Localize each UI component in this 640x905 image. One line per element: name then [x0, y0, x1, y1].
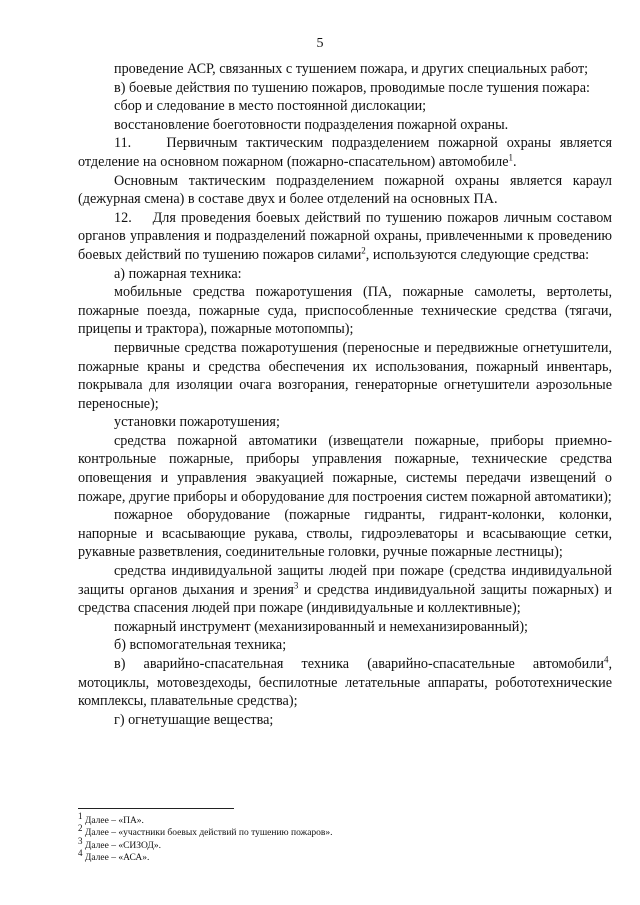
footnote-ref: 4 — [603, 654, 609, 665]
footnote-ref: 3 — [293, 579, 299, 590]
paragraph: пожарное оборудование (пожарные гидранты, гидрант-колонки, колонки, напорные и всасывающие рукава, стволы, гидроэлеваторы и всасывающие сетки, рукавные разветвления, соединительные головки, ручные пожарные лестницы); — [78, 507, 612, 561]
paragraph: 12. Для проведения боевых действий по тушению пожаров личным составом органов управления и подразделений пожарной охраны, привлеченными к проведению боевых действий по тушению пожаров силами$^2$, используются следующие средства: — [78, 209, 612, 263]
paragraph: г) огнетушащие вещества; — [114, 711, 274, 728]
footnote-ref: 2 — [361, 245, 366, 256]
footnote: $^3$ Далее – «СИЗОД». — [78, 835, 162, 851]
paragraph: средства пожарной автоматики (извещатели пожарные, приборы приемно-контрольные пожарные, приборы управления пожарные, технические средства оповещения и управления эвакуацией пожарные, системы передачи извещений о пожаре, другие приборы и оборудование для построения систем пожарной автоматики); — [78, 432, 612, 505]
body-text — [78, 60, 612, 729]
paragraph: первичные средства пожаротушения (переносные и передвижные огнетушители, пожарные краны и средства обеспечения их использования, пожарный инвентарь, покрывала для изоляции очага возгорания, генераторные огнетушители аэрозольные переносные); — [78, 339, 612, 412]
paragraph: пожарный инструмент (механизированный и немеханизированный); — [114, 618, 528, 635]
paragraph: установки пожаротушения; — [114, 414, 280, 431]
paragraph: а) пожарная техника: — [114, 265, 242, 282]
paragraph: сбор и следование в место постоянной дислокации; — [114, 98, 427, 115]
paragraph: средства индивидуальной защиты людей при пожаре (средства индивидуальной защиты органов дыхания и зрения$^3$ и средства индивидуальной защиты пожарных) и средства спасения людей при пожаре (индивидуальные и коллективные); — [78, 563, 612, 617]
footnote: $^1$ Далее – «ПА». — [78, 810, 144, 826]
page-number: 5 — [316, 36, 324, 51]
footnote-ref: 1 — [508, 152, 514, 163]
paragraph: мобильные средства пожаротушения (ПА, пожарные самолеты, вертолеты, пожарные поезда, пожарные суда, приспособленные технические средства (тягачи, прицепы и трактора), пожарные мотопомпы); — [78, 284, 612, 338]
footnotes — [78, 808, 612, 865]
footnote: $^4$ Далее – «АСА». — [78, 848, 150, 864]
paragraph: в) боевые действия по тушению пожаров, проводимые после тушения пожара: — [114, 79, 590, 96]
footnote-divider — [78, 808, 234, 809]
paragraph: Основным тактическим подразделением пожарной охраны является караул (дежурная смена) в составе двух и более отделений на основных ПА. — [78, 172, 612, 208]
paragraph: проведение АСР, связанных с тушением пожара, и других специальных работ; — [114, 61, 589, 77]
paragraph: б) вспомогательная техника; — [114, 637, 287, 654]
footnote: $^2$ Далее – «участники боевых действий по тушению пожаров». — [78, 823, 333, 839]
paragraph: восстановление боеготовности подразделения пожарной охраны. — [114, 116, 509, 133]
paragraph: в) аварийно-спасательная техника (аварийно-спасательные автомобили$^4$, мотоциклы, мотовездеходы, беспилотные летательные аппараты, робототехнические комплексы, плавательные средства); — [78, 654, 612, 710]
paragraph: 11. Первичным тактическим подразделением пожарной охраны является отделение на основном пожарном (пожарно-спасательном) автомобиле$^1$. — [78, 135, 612, 170]
